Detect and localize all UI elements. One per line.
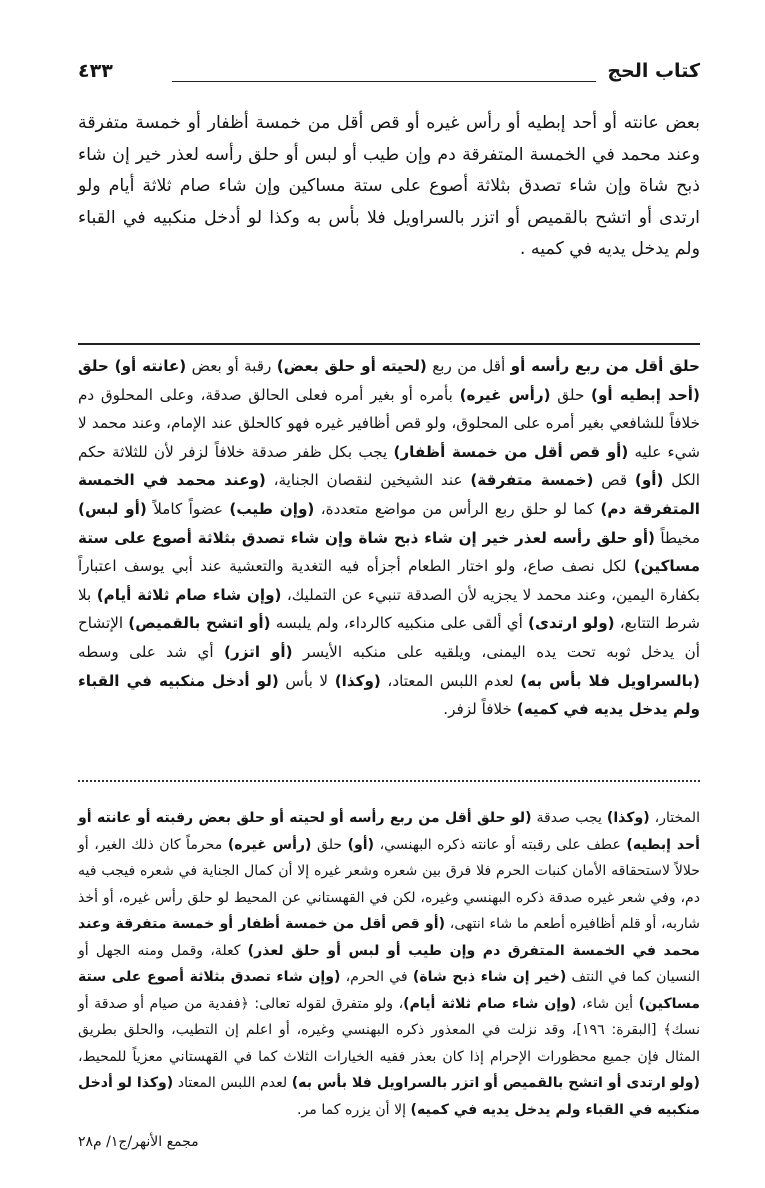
quoted-matn-run: (وإن شاء صام ثلاثة أيام) bbox=[96, 585, 282, 604]
quoted-matn-run: (أو لبس) bbox=[78, 499, 147, 518]
book-page bbox=[78, 58, 700, 1168]
quoted-matn-run: (وعند محمد في الخمسة المتفرقة دم) bbox=[78, 471, 700, 518]
quoted-matn-run: حلق أقل من ربع رأسه أو bbox=[510, 357, 700, 375]
commentary-run: حلق bbox=[550, 385, 592, 404]
quoted-matn-run: (ولو ارتدى) bbox=[528, 614, 615, 633]
dotted-divider bbox=[78, 780, 700, 792]
quoted-matn-run: (أو) bbox=[347, 836, 375, 853]
section-divider-line bbox=[78, 343, 700, 345]
commentary-run: بلا شرط التتابع، bbox=[78, 585, 700, 633]
commentary-run: حلق bbox=[311, 836, 348, 853]
quoted-matn-run: (أو اتزر) bbox=[224, 642, 293, 661]
sharh-commentary bbox=[78, 352, 700, 724]
page-header bbox=[78, 58, 700, 92]
header-rule bbox=[172, 81, 596, 82]
quoted-matn-run: (عانته أو) حلق (أحد إبطيه أو) bbox=[78, 357, 700, 404]
page-number: ٤٣٣ bbox=[78, 60, 113, 82]
commentary-run: مخيطاً bbox=[654, 528, 700, 547]
quoted-matn-run: (أو اتشح بالقميص) bbox=[128, 614, 271, 633]
commentary-run: قص bbox=[593, 471, 635, 490]
hashiya-paragraph bbox=[78, 805, 700, 1123]
signature-mark: مجمع الأنهر/ج١/ م٢٨ bbox=[78, 1134, 199, 1150]
running-head-title: كتاب الحج bbox=[607, 60, 700, 82]
commentary-run: محرماً كان ذلك الغير، أو حلالاً لاستحقاقه الأمان كنبات الحرم فلا فرق بين شعره وشعر غيره إلا أن كمال الجناية في شعره فيجب فيه دم، وفي شعر غيره صدقة ذكره البهنسي وغيره، لكن في القهستاني عن المحيط لو حلق رأس غيره، أو أخذ شاربه، أو قلم أظافيره أطعم ما شاء انتهى، bbox=[78, 836, 700, 932]
quoted-matn-run: (أو قص أقل من خمسة أظفار أو خمسة متفرقة وعند محمد في الخمسة المتفرق دم وإن طيب أو لبس أو حلق لعذر) bbox=[78, 916, 700, 959]
commentary-run: خلافاً لزفر. bbox=[443, 700, 517, 719]
quoted-matn-run: (أو حلق رأسه لعذر خير إن شاء ذبح شاة وإن شاء تصدق بثلاثة أصوع على ستة مساكين) bbox=[78, 528, 700, 576]
commentary-run: عند الشيخين لنقصان الجناية، bbox=[265, 471, 471, 490]
commentary-run: عضواً كاملاً bbox=[146, 499, 230, 518]
matn-paragraph: بعض عانته أو أحد إبطيه أو رأس غيره أو قص أقل من خمسة أظفار أو خمسة متفرقة وعند محمد في الخمسة المتفرقة دم وإن طيب أو لبس أو حلق رأسه لعذر خير إن شاء ذبح شاة وإن شاء تصدق بثلاثة أصوع على ستة مساكين وإن شاء صام ثلاثة أيام ولو ارتدى أو اتشح بالقميص أو اتزر بالسراويل فلا بأس به وكذا لو أدخل منكبيه في القباء ولم يدخل يديه في كميه . bbox=[78, 113, 700, 260]
quoted-matn-run: (لو أدخل منكبيه في القباء ولم يدخل يديه في كميه) bbox=[78, 671, 700, 719]
quoted-matn-run: (وكذا) bbox=[334, 671, 381, 690]
quoted-matn-run: (وكذا) bbox=[606, 810, 650, 826]
commentary-run: لعدم اللبس المعتاد bbox=[173, 1075, 292, 1091]
quoted-matn-run: (وكذا لو أدخل منكبيه في القباء ولم يدخل يديه في كميه) bbox=[78, 1075, 700, 1118]
quoted-matn-run: (أو قص أقل من خمسة أظفار) bbox=[393, 442, 629, 461]
quoted-matn-run: (أو) bbox=[634, 471, 664, 490]
quoted-matn-run: (ولو ارتدى أو اتشح بالقميص أو اتزر بالسراويل فلا بأس به) bbox=[291, 1075, 700, 1091]
sharh-paragraph bbox=[78, 352, 700, 724]
commentary-run: الإتشاح أن يدخل ثوبه تحت يده اليمنى، ويلقيه على منكبه الأيسر bbox=[78, 614, 701, 661]
quoted-matn-run: (وإن شاء صام ثلاثة أيام) bbox=[403, 995, 577, 1012]
quoted-matn-run: (خمسة متفرقة) bbox=[470, 471, 594, 490]
quoted-matn-run: (لحيته أو حلق بعض) bbox=[276, 357, 427, 375]
commentary-run: يجب صدقة bbox=[531, 810, 607, 826]
quoted-matn-run: (رأس غيره) bbox=[459, 385, 551, 404]
commentary-run: المختار، bbox=[649, 810, 700, 826]
quoted-matn-run: (وإن شاء تصدق بثلاثة أصوع على ستة مساكين) bbox=[78, 969, 700, 1012]
commentary-run: في الحرم، bbox=[340, 969, 413, 985]
commentary-run: لا بأس bbox=[278, 671, 335, 690]
quoted-matn-run: (وإن طيب) bbox=[229, 499, 315, 518]
commentary-run: إلا أن يزره كما مر. bbox=[297, 1101, 411, 1118]
commentary-run: رقبة أو بعض bbox=[186, 357, 277, 375]
quoted-matn-run: (بالسراويل فلا بأس به) bbox=[520, 671, 700, 690]
commentary-run: كما لو حلق ربع الرأس من مواضع متعددة، bbox=[314, 499, 601, 518]
commentary-run: أي شد على وسطه bbox=[78, 642, 225, 661]
commentary-run: أي ألقى على منكبيه كالرداء، ولم يلبسه bbox=[270, 614, 529, 633]
commentary-run: يجب بكل ظفر صدقة خلافاً لزفر لأن للثلاثة حكم الكل bbox=[78, 442, 700, 490]
commentary-run: ، ولو متفرق لقوله تعالى: ﴿ففدية من صيام أو صدقة أو نسك﴾ [البقرة: ١٩٦]، وقد نزلت في المعذور ذكره البهنسي وغيره، أو اعلم إن التطيب، والحلق بطريق المثال فإن جميع محظورات الإحرام إذا كان بعذر ففيه الخيارات الثلاث كما في القهستاني معزياً للمحيط، bbox=[78, 995, 701, 1065]
commentary-run: بأمره أو بغير أمره فعلى الحالق صدقة، وعلى المحلوق دم خلافاً للشافعي بغير أمره على المحلوق، ولو قص أظافير غيره فهو كالحلق عند الإمام، وعند محمد لا شيء عليه bbox=[78, 385, 700, 461]
commentary-run: عطف على رقبته أو عانته ذكره البهنسي، bbox=[374, 836, 627, 853]
commentary-run: لكل نصف صاع، ولو اختار الطعام أجزأه فيه التغدية والتعشية عند أبي يوسف اعتباراً بكفارة اليمين، وعند محمد لا يجزيه لأن الصدقة تنبيء عن التمليك، bbox=[78, 557, 700, 604]
matn-text bbox=[78, 108, 700, 266]
commentary-run: لعدم اللبس المعتاد، bbox=[380, 671, 521, 690]
quoted-matn-run: (خير إن شاء ذبح شاة) bbox=[412, 969, 567, 985]
quoted-matn-run: (رأس غيره) bbox=[227, 836, 312, 853]
quoted-matn-run: (لو حلق أقل من ربع رأسه أو لحيته أو حلق بعض رقبته أو عانته أو أحد إبطيه) bbox=[78, 810, 701, 853]
hashiya-commentary bbox=[78, 805, 700, 1123]
commentary-run: أين شاء، bbox=[576, 995, 639, 1012]
commentary-run: أقل من ربع bbox=[426, 357, 511, 375]
commentary-run: كعلة، وقمل ومنه الجهل أو النسيان كما في النتف bbox=[78, 942, 701, 985]
